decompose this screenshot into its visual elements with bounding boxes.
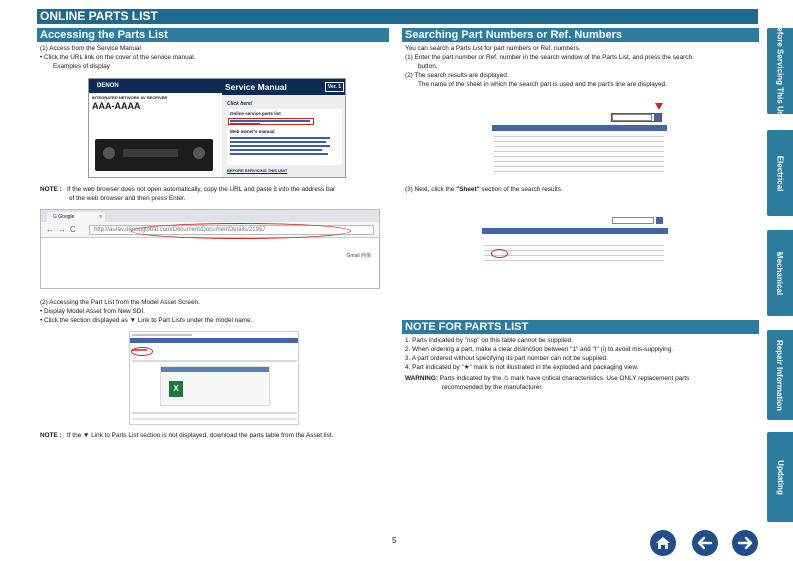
warning-text: WARNING: Parts indicated by the ⚠ mark have critical characteristics. Use ONLY replacement parts [405,375,690,382]
manual-link-5[interactable] [230,153,328,155]
note-item-4: 4. Part indicated by "★" mark is not illustrated in the exploded and packaging view. [405,364,639,371]
click-here-label: Click here! [227,101,253,107]
model-name: AAA-AAAA [92,101,141,111]
search-button[interactable] [656,217,663,224]
highlight-oval [131,347,153,356]
note-item-1: 1. Parts indicated by "nsp" on this table cannot be supplied. [405,337,573,344]
section-heading-accessing: Accessing the Parts List [37,28,389,42]
side-tab-before-servicing[interactable]: Before Servicing This Unit [767,28,793,114]
section-heading-note: NOTE FOR PARTS LIST [402,320,759,334]
gmail-links[interactable]: Gmail 画像 [346,253,371,259]
receiver-device-image [95,139,213,171]
owners-manual-heading: Web owner's manual [230,129,275,134]
page-number: 5 [392,536,397,545]
search-window-screenshot [492,92,667,180]
manual-link-1[interactable] [230,137,330,139]
denon-logo: DENON [89,79,222,93]
side-tab-electrical[interactable]: Electrical [767,130,793,216]
forward-button[interactable] [732,530,758,556]
browser-screenshot [40,209,380,289]
page-title: ONLINE PARTS LIST [37,9,758,24]
search-intro: You can search a Parts List for part numbers or Ref. numbers. [405,45,581,52]
step-2-text: (2) Accessing the Part List from the Model Asset Screen. [40,299,200,306]
asset-panel [160,366,270,406]
before-servicing-link[interactable]: BEFORE SERVICING THIS UNIT [227,168,288,173]
note-item-2: 2. When ordering a part, make a clear distinction between "1" and "I" (i) to avoid mis-supplying. [405,346,674,353]
search-step-2: (2) The search results are displayed. [405,72,509,79]
version-badge: Ver. 1 [325,82,344,92]
note-1-cont: of the web browser and then press Enter. [69,195,186,202]
highlight-box [228,118,314,125]
model-subtitle: INTEGRATED NETWORK AV RECEIVER [92,95,168,100]
forward-icon[interactable]: → [58,225,66,234]
section-heading-searching: Searching Part Numbers or Ref. Numbers [402,28,759,42]
back-button[interactable] [692,530,718,556]
model-asset-screenshot [129,331,299,425]
arrow-indicator-icon [655,103,663,110]
note-1: NOTE : If the web browser does not open automatically, copy the URL and paste it into the address bar [40,186,336,193]
highlight-oval [131,223,351,239]
search-step-1-cont: button. [418,63,438,70]
examples-of-display: Examples of display [53,63,110,70]
bullet-click-section: • Click the section displayed as ▼ Link to Part Lists under the model name. [40,317,253,324]
address-bar[interactable]: http://aurav.denonglobal.com/Document/DocumentDetails/21957 [89,225,374,235]
manual-link-4[interactable] [230,149,322,151]
service-manual-cover-image [88,78,346,178]
home-button[interactable] [650,530,676,556]
forward-arrow-icon [737,535,753,551]
back-arrow-icon [697,535,713,551]
bullet-click-url: • Click the URL link on the cover of the service manual. [40,54,196,61]
online-parts-heading: Online service parts list [230,111,281,116]
google-icon: G [53,214,57,220]
side-tab-updating[interactable]: Updating [767,432,793,522]
search-step-3: (3) Next, click the "Sheet" section of the search results. [405,186,563,193]
close-icon[interactable]: × [99,214,102,220]
warning-text-cont: recommended by the manufacturer. [442,384,543,391]
reload-icon[interactable]: C [70,225,76,234]
search-step-2-cont: The name of the sheet in which the search part is used and the part's line are displayed. [418,81,667,88]
manual-link-2[interactable] [230,141,326,143]
note-item-3: 3. A part ordered without specifying its part number can not be supplied. [405,355,608,362]
excel-icon[interactable]: X [169,381,183,397]
search-step-1: (1) Enter the part number or Ref. number in the search window of the Parts List, and press the search [405,54,693,61]
note-2: NOTE : If the ▼ Link to Parts List section is not displayed, download the parts table from the Asset list. [40,432,334,439]
bullet-display-model-asset: • Display Model Asset from New SDI. [40,308,145,315]
manual-link-3[interactable] [230,145,330,147]
side-tab-repair-information[interactable]: Repair Information [767,330,793,420]
home-icon [655,535,671,551]
sheet-highlight-oval [491,249,508,258]
search-results-screenshot [482,198,668,270]
step-1-text: (1) Access from the Service Manual [40,45,141,52]
back-icon[interactable]: ← [46,225,54,234]
search-field[interactable] [612,217,654,224]
side-tab-mechanical[interactable]: Mechanical [767,230,793,316]
browser-tab[interactable]: G Google × [47,212,105,222]
service-manual-title: Service Manual Ver. 1 [222,79,346,95]
